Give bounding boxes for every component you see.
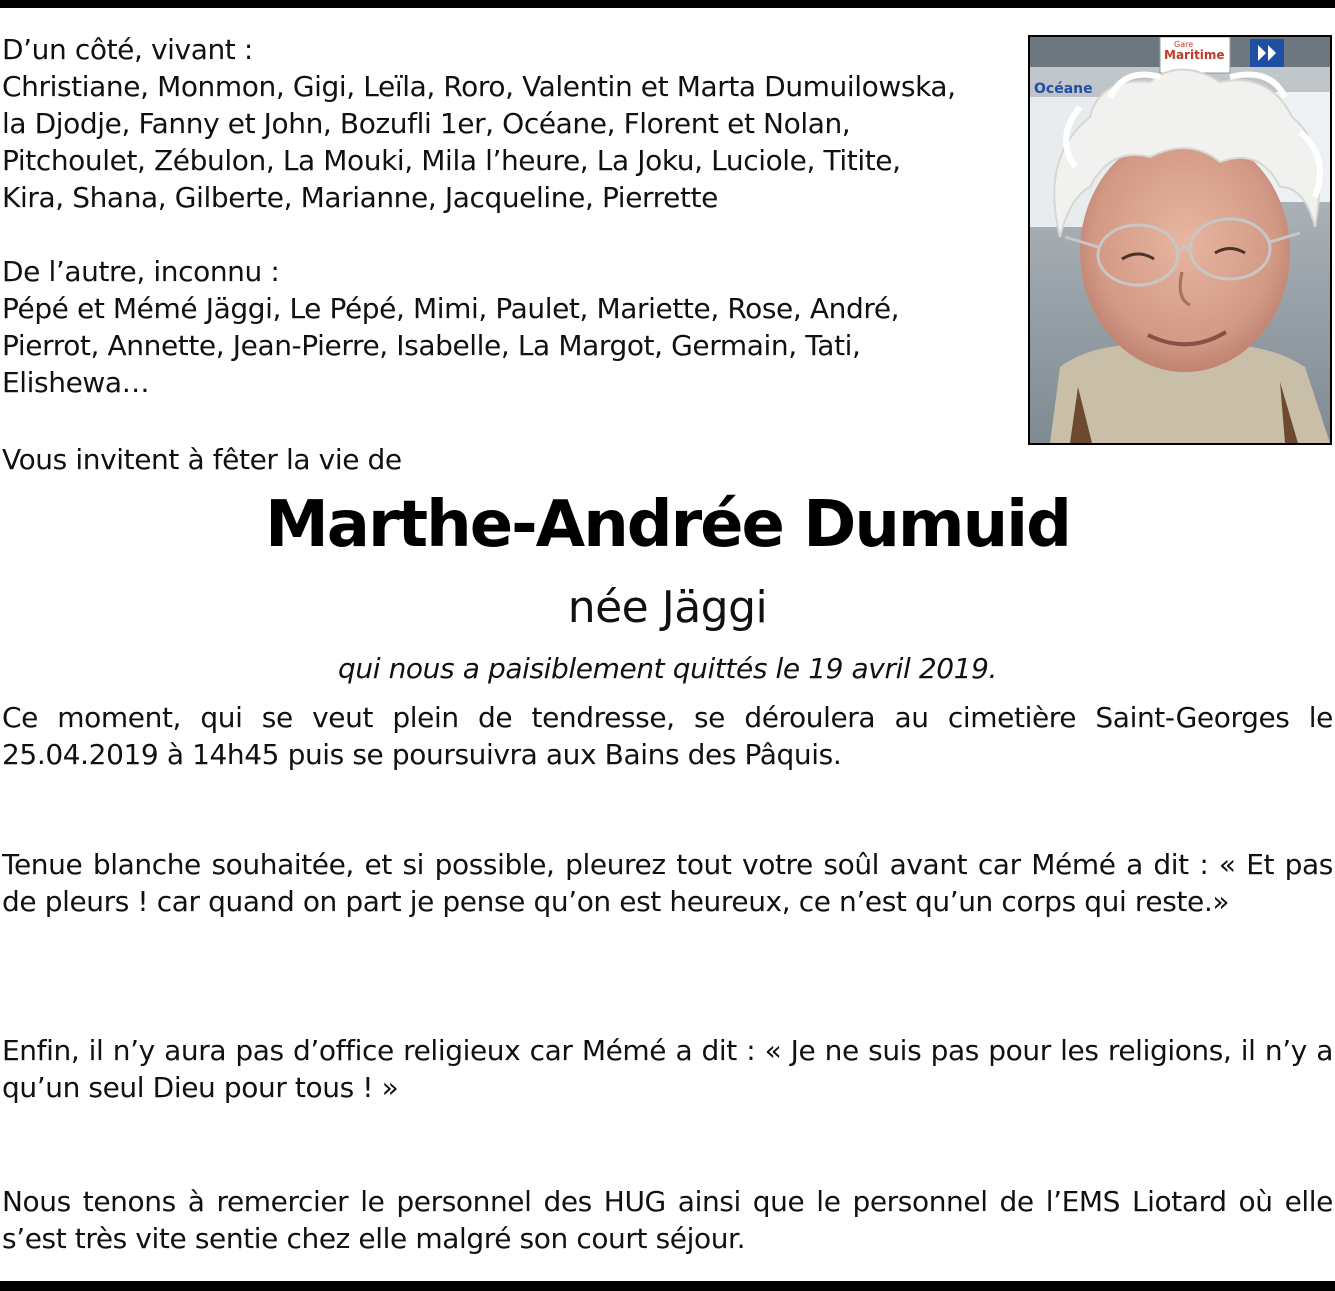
intro-block: [2, 31, 1012, 401]
shop-sign-left: Océane: [1034, 81, 1093, 97]
bottom-rule: [0, 1281, 1335, 1291]
unknown-heading: De l’autre, inconnu :: [2, 255, 280, 288]
thanks-paragraph: Nous tenons à remercier le personnel des HUG ainsi que le personnel de l’EMS Liotard où elle s’est très vite sentie chez elle malgré son court séjour.: [2, 1185, 1333, 1255]
attire-paragraph: Tenue blanche souhaitée, et si possible, pleurez tout votre soûl avant car Mémé a dit : « Et pas de pleurs ! car quand on part je pense qu’on est heureux, ce n’est qu’un corps qui reste.»: [2, 848, 1333, 918]
departure-date-line: qui nous a paisiblement quittés le 19 avril 2019.: [337, 652, 998, 685]
sign-top-text: Gare: [1174, 40, 1194, 49]
maiden-name: née Jäggi: [567, 582, 768, 633]
living-heading: D’un côté, vivant :: [2, 33, 253, 66]
sign-text: Maritime: [1164, 48, 1225, 62]
ceremony-paragraph: Ce moment, qui se veut plein de tendresse, se déroulera au cimetière Saint-Georges le 25.04.2019 à 14h45 puis se poursuivra aux Bains des Pâquis.: [2, 701, 1333, 771]
deceased-name: Marthe-Andrée Dumuid: [265, 488, 1070, 562]
arrow-sign: [1250, 39, 1284, 67]
top-rule: [0, 0, 1335, 8]
invite-text: Vous invitent à fêter la vie de: [2, 443, 402, 476]
unknown-names: Pépé et Mémé Jäggi, Le Pépé, Mimi, Paulet, Mariette, Rose, André, Pierrot, Annette, Jean-Pierre, Isabelle, La Margot, Germain, Tati, Elishewa…: [2, 292, 900, 399]
living-names: Christiane, Monmon, Gigi, Leïla, Roro, Valentin et Marta Dumuilowska, la Djodje, Fanny et John, Bozufli 1er, Océane, Florent et Nolan, Pitchoulet, Zébulon, La Mouki, Mila l’heure, La Joku, Luciole, Titite, Kira, Shana, Gilberte, Marianne, Jacqueline, Pierrette: [2, 70, 956, 214]
religion-paragraph: Enfin, il n’y aura pas d’office religieux car Mémé a dit : « Je ne suis pas pour les religions, il n’y a qu’un seul Dieu pour tous ! »: [2, 1034, 1333, 1104]
portrait-photo: [1028, 35, 1332, 445]
portrait-image: [1030, 37, 1330, 443]
